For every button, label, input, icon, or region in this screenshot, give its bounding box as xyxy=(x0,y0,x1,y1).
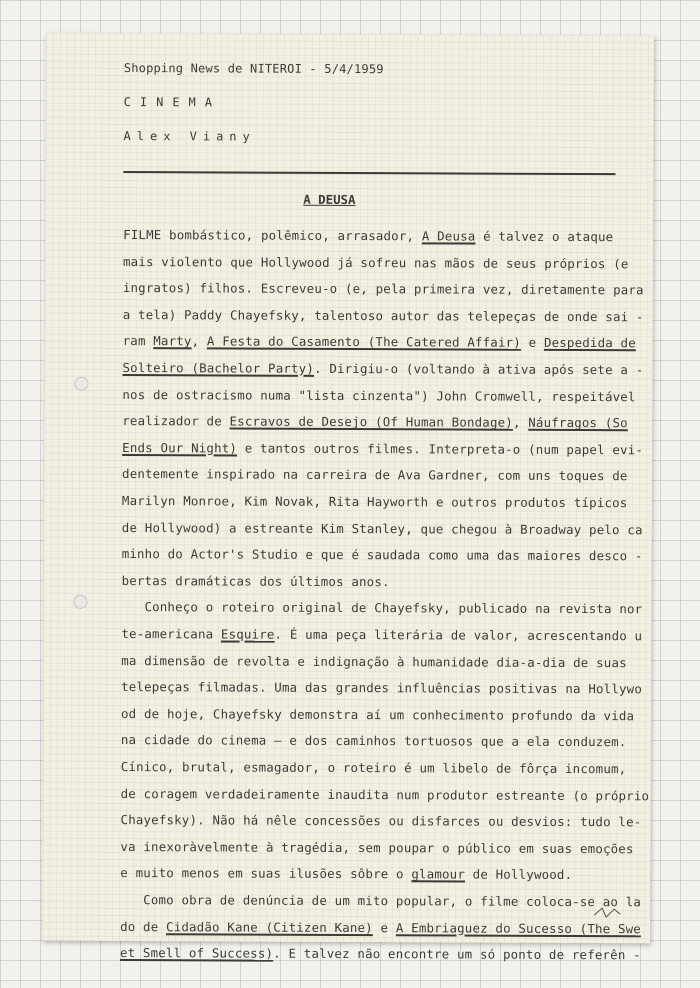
article-line xyxy=(121,493,628,511)
underlined-title: Marty xyxy=(153,333,192,349)
article-line xyxy=(122,253,629,271)
text-segment: . É uma peça literária de valor, acrescentando u xyxy=(274,626,643,644)
article-line xyxy=(122,413,628,431)
text-segment: bertas dramáticas dos últimos anos. xyxy=(121,572,390,589)
article-line xyxy=(120,918,642,936)
article-line xyxy=(120,785,650,803)
article-line xyxy=(120,732,627,750)
article-line xyxy=(122,360,644,378)
article-line xyxy=(121,626,643,644)
underlined-title: Solteiro (Bachelor Party) xyxy=(122,360,315,376)
text-segment: ma dimensão de revolta e indignação à humanidade dia-a-dia de suas xyxy=(121,652,627,670)
underlined-title: Despedida de xyxy=(543,335,636,351)
underlined-title: Cidadão Kane (Citizen Kane) xyxy=(166,918,373,935)
article-line xyxy=(120,892,642,910)
underlined-title: A Festa do Casamento (The Catered Affair) xyxy=(206,333,522,351)
underlined-title: Esquire xyxy=(220,626,275,642)
text-segment: dentemente inspirado na carreira de Ava Gardner, com uns toques de xyxy=(122,466,628,484)
article-line xyxy=(120,705,635,724)
article-line xyxy=(122,280,644,298)
author-line: Alex Viany xyxy=(123,129,256,144)
underlined-title: Náufragos (So xyxy=(528,414,628,431)
text-segment: realizador de xyxy=(122,413,230,429)
text-segment: , xyxy=(512,414,529,430)
article-title: A DEUSA xyxy=(303,191,356,208)
text-segment: e xyxy=(372,919,396,935)
underlined-title: et Smell of Success) xyxy=(119,945,274,961)
article-line xyxy=(122,466,628,484)
text-segment: Chayefsky). Não há nêle concessões ou disfarces ou desvios: tudo le- xyxy=(120,812,642,830)
text-segment: na cidade do cinema — e dos caminhos tortuosos que a ela conduzem. xyxy=(120,732,627,750)
article-line xyxy=(122,333,636,351)
underlined-title: glamour xyxy=(411,866,466,882)
text-segment: ram xyxy=(122,333,154,349)
text-segment: Como obra de denúncia de um mito popular, o filme coloca-se ao la xyxy=(120,892,642,910)
underlined-title: A Embriaguez do Sucesso (The Swe xyxy=(395,919,642,936)
text-segment: Cínico, brutal, esmagador, o roteiro é um libelo de fôrça incomum, xyxy=(120,759,627,777)
article-line xyxy=(120,759,627,777)
text-segment: de coragem verdadeiramente inaudita num produtor estreante (o próprio xyxy=(120,785,650,803)
article-line xyxy=(119,945,641,963)
punch-hole xyxy=(73,595,87,609)
document-page xyxy=(42,33,654,963)
text-segment: Conheço o roteiro original de Chayefsky, publicado na revista nor xyxy=(121,599,643,617)
underlined-title: Ends Our Night) xyxy=(122,439,238,456)
text-segment: e xyxy=(520,335,544,351)
underlined-title: Escravos de Desejo (Of Human Bondage) xyxy=(229,413,513,430)
text-segment: é talvez o ataque xyxy=(475,228,614,245)
text-segment: de Hollywood. xyxy=(464,866,573,883)
article-line xyxy=(121,519,643,537)
article-line xyxy=(121,599,643,617)
underlined-title: A Deusa xyxy=(421,228,476,244)
text-segment: te-americana xyxy=(121,626,221,642)
article-line xyxy=(123,227,623,244)
article-line xyxy=(121,546,643,564)
text-segment: Marilyn Monroe, Kim Novak, Rita Hayworth e outros produtos típicos xyxy=(121,493,628,511)
text-segment: telepeças filmadas. Uma das grandes influências positivas na Hollywo xyxy=(121,679,643,697)
article-line xyxy=(120,865,620,882)
source-line: Shopping News de NITEROI - 5/4/1959 xyxy=(123,61,384,77)
article-line xyxy=(122,573,622,590)
text-segment: e tantos outros filmes. Interpreta-o (num papel evi- xyxy=(237,440,644,458)
text-segment: nos de ostracismo numa "lista cinzenta") John Cromwell, respeitável xyxy=(122,386,636,404)
section-heading: CINEMA xyxy=(123,95,222,110)
article-line xyxy=(120,812,642,830)
article-line xyxy=(122,386,636,404)
margin-mark xyxy=(592,905,622,919)
text-segment: minho do Actor's Studio e que é saudada como uma das maiores desco - xyxy=(121,546,643,564)
text-segment: de Hollywood) a estreante Kim Stanley, que chegou à Broadway pelo ca xyxy=(121,519,643,537)
article-line xyxy=(121,679,643,697)
punch-hole xyxy=(74,377,88,391)
text-segment: ingratos) filhos. Escreveu-o (e, pela primeira vez, diretamente para xyxy=(122,280,644,298)
article-line xyxy=(122,439,644,458)
text-segment: . E talvez não encontre um só ponto de referên - xyxy=(273,945,641,963)
text-segment: e muito menos em suas ilusões sôbre o xyxy=(120,865,412,882)
text-segment: do de xyxy=(120,918,167,934)
text-segment: a tela) Paddy Chayefsky, talentoso autor das telepeças de onde sai - xyxy=(122,306,644,325)
header-rule xyxy=(123,171,615,175)
text-segment: . Dirigiu-o (voltando à ativa após sete a - xyxy=(313,360,644,378)
article-line xyxy=(122,306,644,325)
article-line xyxy=(120,838,634,857)
text-segment: FILME bombástico, polêmico, arrasador, xyxy=(123,227,422,244)
text-segment: , xyxy=(191,333,207,349)
text-segment: mais violento que Hollywood já sofreu nas mãos de seus próprios (e xyxy=(122,253,629,271)
text-segment: va inexoràvelmente à tragédia, sem poupar o público em suas emoções xyxy=(120,838,634,857)
article-line xyxy=(121,652,627,670)
text-segment: od de hoje, Chayefsky demonstra aí um conhecimento profundo da vida xyxy=(120,705,635,724)
